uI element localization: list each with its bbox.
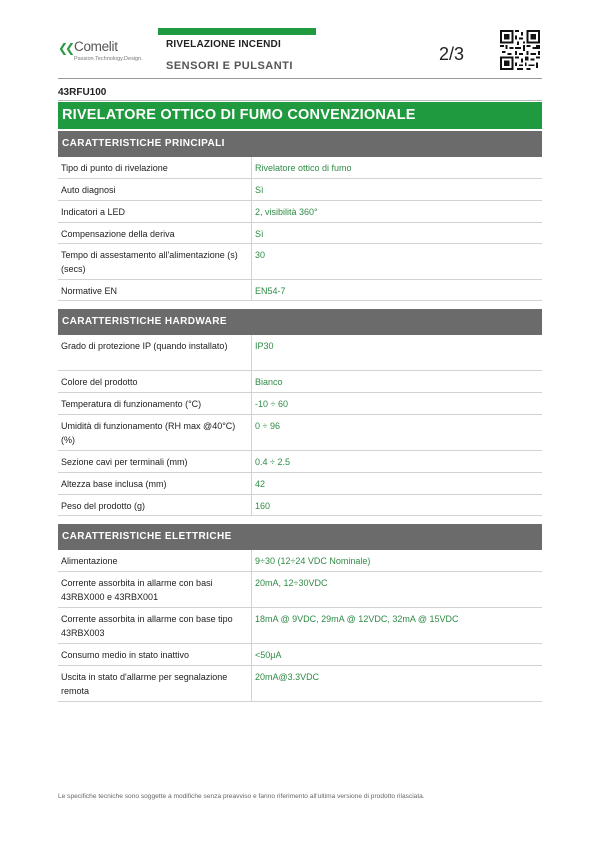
table-row: [58, 608, 542, 644]
brand-name: Comelit: [74, 39, 118, 54]
table-row: [58, 157, 542, 179]
section-header-elettriche: [58, 524, 542, 550]
column-divider: [251, 473, 252, 494]
column-divider: [251, 244, 252, 279]
section-header-hardware: [58, 309, 542, 335]
table-row: [58, 179, 542, 201]
qr-code-icon[interactable]: [500, 30, 540, 70]
subcategory-title: SENSORI E PULSANTI: [166, 60, 293, 72]
column-divider: [251, 335, 252, 370]
table-row: [58, 644, 542, 666]
category-accent-bar: [158, 28, 316, 35]
column-divider: [251, 666, 252, 701]
column-divider: [251, 608, 252, 643]
column-divider: [251, 157, 252, 178]
table-row: [58, 415, 542, 451]
column-divider: [251, 572, 252, 607]
row-value: 18mA @ 9VDC, 29mA @ 12VDC, 32mA @ 15VDC: [255, 614, 459, 624]
table-row: [58, 223, 542, 244]
row-label: Colore del prodotto: [61, 377, 138, 387]
row-label: Consumo medio in stato inattivo: [61, 650, 190, 660]
row-value: Rivelatore ottico di fumo: [255, 163, 352, 173]
row-label: Compensazione della deriva: [61, 229, 175, 239]
table-row: [58, 393, 542, 415]
brand-chevrons-icon: ❮❮: [58, 41, 73, 55]
row-label: Corrente assorbita in allarme con base tipo 43RBX003: [61, 614, 233, 638]
row-label: Peso del prodotto (g): [61, 501, 146, 511]
row-label: Grado di protezione IP (quando installato): [61, 341, 228, 351]
row-label: Temperatura di funzionamento (°C): [61, 399, 202, 409]
column-divider: [251, 451, 252, 472]
row-label: Corrente assorbita in allarme con basi 43RBX000 e 43RBX001: [61, 578, 213, 602]
table-row: [58, 451, 542, 473]
column-divider: [251, 393, 252, 414]
row-label: Tipo di punto di rivelazione: [61, 163, 168, 173]
row-value: EN54-7: [255, 286, 286, 296]
row-label: Umidità di funzionamento (RH max @40°C) (%): [61, 421, 236, 445]
product-code: 43RFU100: [58, 87, 107, 98]
row-value: Bianco: [255, 377, 283, 387]
row-value: 9÷30 (12÷24 VDC Nominale): [255, 556, 371, 566]
table-row: [58, 550, 542, 572]
row-label: Altezza base inclusa (mm): [61, 479, 167, 489]
row-value: <50μA: [255, 650, 282, 660]
table-row: [58, 201, 542, 223]
row-value: 20mA, 12÷30VDC: [255, 578, 328, 588]
row-value: 30: [255, 250, 266, 260]
table-row: [58, 473, 542, 495]
row-label: Normative EN: [61, 286, 118, 296]
product-title-band: [58, 102, 542, 129]
column-divider: [251, 371, 252, 392]
section-header-principali: [58, 131, 542, 157]
page-number: 2/3: [439, 44, 465, 64]
column-divider: [251, 223, 252, 243]
table-row: [58, 371, 542, 393]
row-label: Auto diagnosi: [61, 185, 116, 195]
comelit-logo: [58, 40, 153, 66]
section-title: CARATTERISTICHE ELETTRICHE: [62, 531, 232, 542]
table-row: [58, 495, 542, 516]
column-divider: [251, 179, 252, 200]
row-label: Indicatori a LED: [61, 207, 126, 217]
row-label: Sezione cavi per terminali (mm): [61, 457, 188, 467]
row-value: 2, visibilità 360°: [255, 207, 318, 217]
row-label: Uscita in stato d'allarme per segnalazione remota: [61, 672, 228, 696]
page-header: [58, 28, 542, 78]
column-divider: [251, 415, 252, 450]
footer-disclaimer: Le specifiche tecniche sono soggette a modifiche senza preavviso e fanno riferimento all'ultima versione di prodotto rilasciata.: [58, 793, 425, 800]
row-label: Tempo di assestamento all'alimentazione (s) (secs): [61, 250, 238, 274]
row-value: 0.4 ÷ 2.5: [255, 457, 290, 467]
row-value: 42: [255, 479, 266, 489]
column-divider: [251, 644, 252, 665]
row-value: 160: [255, 501, 271, 511]
table-row: [58, 335, 542, 371]
code-divider: [58, 100, 542, 101]
section-title: CARATTERISTICHE PRINCIPALI: [62, 138, 225, 149]
row-value: 0 ÷ 96: [255, 421, 280, 431]
table-row: [58, 572, 542, 608]
row-value: 20mA@3.3VDC: [255, 672, 320, 682]
section-title: CARATTERISTICHE HARDWARE: [62, 316, 227, 327]
brand-tagline: Passion.Technology.Design.: [74, 56, 143, 62]
table-row: [58, 280, 542, 301]
row-label: Alimentazione: [61, 556, 118, 566]
table-row: [58, 244, 542, 280]
row-value: Sì: [255, 229, 264, 239]
product-title: RIVELATORE OTTICO DI FUMO CONVENZIONALE: [62, 107, 416, 123]
row-value: Sì: [255, 185, 264, 195]
table-row: [58, 666, 542, 702]
column-divider: [251, 280, 252, 300]
column-divider: [251, 201, 252, 222]
row-value: -10 ÷ 60: [255, 399, 288, 409]
column-divider: [251, 550, 252, 571]
row-value: IP30: [255, 341, 274, 351]
column-divider: [251, 495, 252, 515]
category-title: RIVELAZIONE INCENDI: [166, 39, 281, 50]
header-divider: [58, 78, 542, 79]
